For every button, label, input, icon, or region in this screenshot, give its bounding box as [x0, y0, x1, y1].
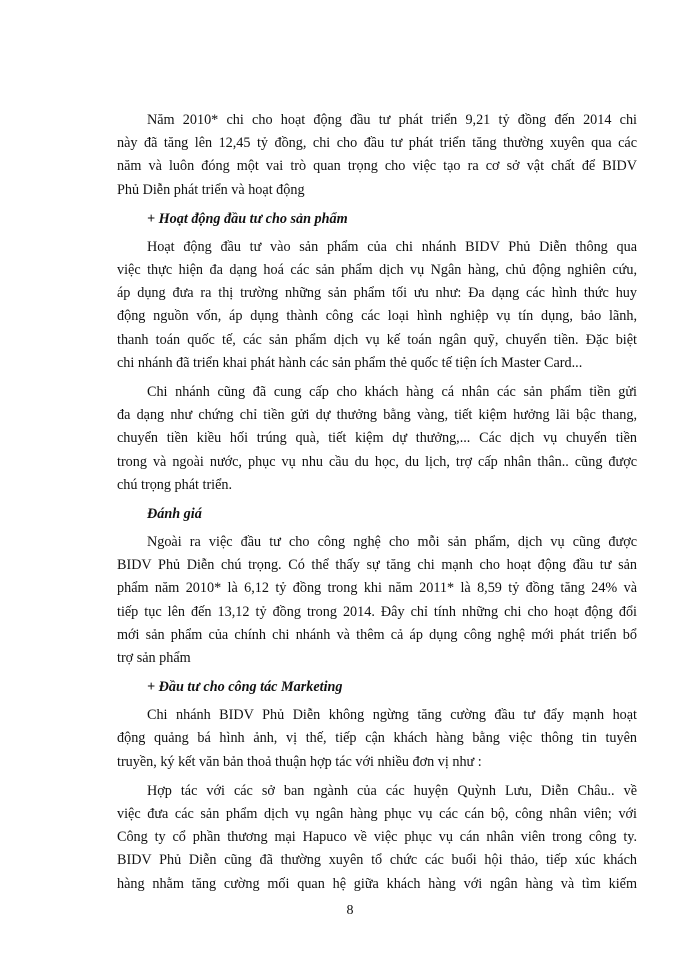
text-line: động nguồn vốn, áp dụng thành công các loại hình nghiệp vụ tín dụng, bảo lãnh,: [117, 308, 637, 325]
text-line: Chi nhánh BIDV Phủ Diễn không ngừng tăng cường đầu tư đẩy mạnh hoạt: [147, 707, 637, 724]
text-line: việc thực hiện đa dạng hoá các sản phẩm dịch vụ Ngân hàng, chủ động nghiên cứu,: [117, 262, 637, 279]
document-body: [117, 109, 637, 902]
page-number: 8: [346, 903, 354, 918]
text-line: Hợp tác với các sở ban ngành của các huyện Quỳnh Lưu, Diễn Châu.. về: [147, 782, 637, 799]
text-line: Hoạt động đầu tư vào sản phẩm của chi nhánh BIDV Phủ Diễn thông qua: [147, 238, 637, 255]
text-line: Năm 2010* chi cho hoạt động đầu tư phát triển 9,21 tỷ đồng đến 2014 chi: [147, 112, 637, 128]
text-line: chuyển tiền kiều hối trúng quà, tiết kiệm dự thưởng,... Các dịch vụ chuyển tiền: [117, 430, 637, 447]
section-heading: + Hoạt động đầu tư cho sản phẩm: [147, 210, 348, 227]
text-line: chi nhánh đã triển khai phát hành các sản phẩm thẻ quốc tế tiện ích Master Card...: [117, 354, 583, 371]
text-line: hàng nhằm tăng cường mối quan hệ giữa khách hàng với ngân hàng và tìm kiếm: [117, 875, 637, 892]
text-line: áp dụng đưa ra thị trường những sản phẩm tối ưu như: Đa dạng các hình thức huy: [117, 285, 637, 302]
body-paragraph: [117, 531, 637, 670]
text-line: chú trọng phát triển.: [117, 476, 233, 493]
text-line: trong và ngoài nước, phục vụ nhu cầu du học, du lịch, trợ cấp nhân thân.. cũng được: [117, 453, 637, 470]
text-line: BIDV Phủ Diễn cũng đã thường xuyên tổ chức các buổi hội thảo, tiếp xúc khách: [117, 852, 637, 869]
body-paragraph: [117, 704, 637, 774]
section-heading: + Đầu tư cho công tác Marketing: [147, 679, 343, 696]
body-paragraph: [117, 381, 637, 497]
text-line: năm và luôn đóng một vai trò quan trọng cho việc tạo ra cơ sở vật chất để BIDV: [117, 158, 637, 175]
text-line: việc đưa các sản phẩm dịch vụ ngân hàng phục vụ các cán bộ, công nhân viên; với: [117, 806, 637, 823]
text-line: động quảng bá hình ảnh, vị thế, tiếp cận khách hàng bằng việc thông tin tuyên: [117, 730, 637, 747]
text-line: tiếp tục lên đến 13,12 tỷ đồng trong 2014. Đây chỉ tính những chi cho hoạt động đổi: [117, 603, 637, 620]
text-line: Chi nhánh cũng đã cung cấp cho khách hàng cá nhân các sản phẩm tiền gửi: [147, 384, 637, 401]
text-line: trợ sản phẩm: [117, 650, 191, 667]
section-heading: Đánh giá: [147, 506, 202, 523]
body-paragraph: [117, 780, 637, 896]
body-paragraph: [117, 109, 637, 202]
text-line: BIDV Phủ Diễn chú trọng. Có thể thấy sự tăng chi mạnh cho hoạt động đầu tư sản: [117, 557, 637, 574]
text-line: đa dạng như chứng chỉ tiền gửi dự thưởng bằng vàng, tiết kiệm hưởng lãi bậc thang,: [117, 407, 637, 424]
text-line: Phủ Diễn phát triển và hoạt động: [117, 181, 305, 198]
text-line: Công ty cổ phần thương mại Hapuco về việc phục vụ cán nhân viên trong công ty.: [117, 829, 637, 846]
text-line: thanh toán quốc tế, các sản phẩm dịch vụ kế toán ngân quỹ, chuyển tiền. Đặc biệt: [117, 331, 637, 348]
text-line: này đã tăng lên 12,45 tỷ đồng, chi cho đầu tư phát triển tăng thường xuyên qua các: [117, 135, 637, 152]
text-line: truyền, ký kết văn bản thoả thuận hợp tác với nhiều đơn vị như :: [117, 753, 482, 770]
text-line: Ngoài ra việc đầu tư cho công nghệ cho mỗi sản phẩm, dịch vụ cũng được: [147, 534, 637, 551]
text-line: mới sản phẩm của chính chi nhánh và thêm cả áp dụng công nghệ mới phát triển bổ: [117, 626, 637, 643]
body-paragraph: [117, 236, 637, 375]
text-line: phẩm năm 2010* là 6,12 tỷ đồng trong khi năm 2011* là 8,59 tỷ đồng tăng 24% và: [117, 580, 637, 597]
